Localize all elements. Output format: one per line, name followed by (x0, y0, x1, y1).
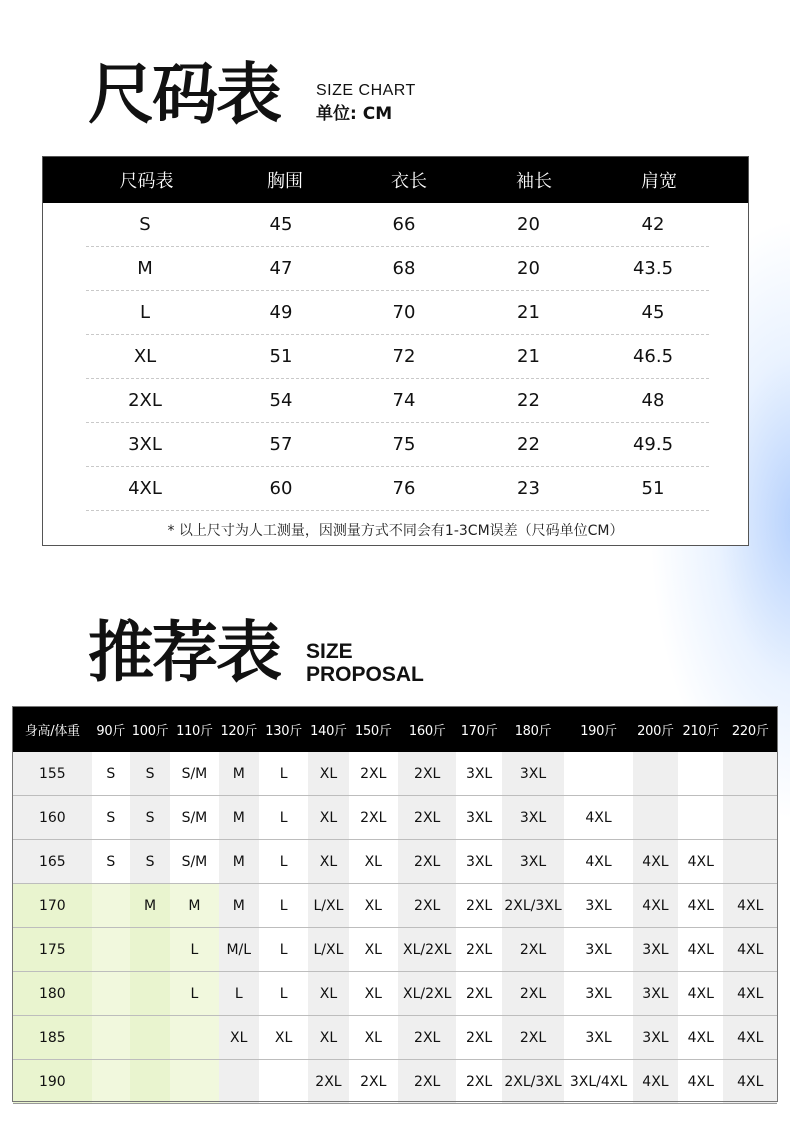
proposal-cell (723, 752, 777, 796)
size-chart-row (86, 467, 709, 511)
proposal-cell: M (219, 884, 259, 928)
size-chart-cell: 70 (392, 302, 416, 323)
size-chart-table (42, 156, 749, 546)
size-chart-header-cell: 肩宽 (641, 171, 677, 192)
proposal-header-cell: 200斤 (633, 707, 678, 752)
proposal-cell: 3XL/4XL (564, 1060, 633, 1104)
size-chart-cell: 68 (392, 258, 416, 279)
proposal-cell: S (130, 840, 170, 884)
size-chart-cell: 22 (517, 434, 540, 455)
proposal-cell (678, 796, 723, 840)
proposal-cell: 2XL (456, 1016, 501, 1060)
proposal-cell: M (219, 752, 259, 796)
proposal-header-cell: 100斤 (130, 707, 170, 752)
proposal-cell (723, 796, 777, 840)
proposal-cell: 3XL (633, 1016, 678, 1060)
proposal-header-cell: 140斤 (308, 707, 348, 752)
proposal-cell: 2XL (502, 1016, 564, 1060)
proposal-subtitle-line2: PROPOSAL (306, 663, 424, 686)
proposal-cell: 3XL (564, 928, 633, 972)
size-chart-header-cell: 尺码表 (119, 171, 174, 192)
proposal-row (13, 840, 777, 884)
proposal-cell: XL/2XL (398, 928, 456, 972)
size-chart-cell: 21 (517, 346, 540, 367)
proposal-cell: 4XL (633, 884, 678, 928)
proposal-cell: 4XL (564, 796, 633, 840)
proposal-cell: 3XL (456, 796, 501, 840)
proposal-height-cell: 190 (13, 1060, 92, 1104)
proposal-cell: 2XL (502, 928, 564, 972)
size-chart-header-cell: 胸围 (267, 171, 303, 192)
proposal-cell (170, 1060, 218, 1104)
proposal-cell: 4XL (678, 1016, 723, 1060)
proposal-cell: 4XL (723, 1016, 777, 1060)
proposal-cell: S (92, 840, 130, 884)
proposal-cell: 4XL (678, 1060, 723, 1104)
size-chart-row (86, 291, 709, 335)
proposal-cell: 3XL (564, 884, 633, 928)
proposal-cell: 4XL (678, 884, 723, 928)
size-chart-cell: M (137, 258, 153, 279)
proposal-cell (633, 796, 678, 840)
proposal-cell: S/M (170, 840, 218, 884)
proposal-cell: L (219, 972, 259, 1016)
proposal-cell: L (259, 796, 308, 840)
proposal-cell: 3XL (502, 752, 564, 796)
proposal-row (13, 928, 777, 972)
size-chart-body (86, 203, 709, 511)
proposal-header-cell: 150斤 (349, 707, 398, 752)
proposal-cell: 2XL (398, 796, 456, 840)
proposal-cell: XL (349, 928, 398, 972)
size-chart-cell: 49 (269, 302, 293, 323)
size-chart-header-cell: 袖长 (516, 171, 552, 192)
proposal-heading (88, 614, 424, 691)
size-chart-cell: S (139, 214, 151, 235)
proposal-cell: 2XL (398, 840, 456, 884)
proposal-header-cell: 110斤 (170, 707, 218, 752)
proposal-cell (723, 840, 777, 884)
size-chart-cell: 4XL (128, 478, 162, 499)
size-chart-heading (88, 56, 416, 133)
size-chart-cell: 76 (392, 478, 416, 499)
proposal-cell: M (170, 884, 218, 928)
proposal-cell (130, 972, 170, 1016)
proposal-cell: 2XL (349, 752, 398, 796)
size-chart-cell: 2XL (128, 390, 162, 411)
proposal-cell (130, 1060, 170, 1104)
size-chart-cell: 21 (517, 302, 540, 323)
proposal-cell: 2XL (456, 1060, 501, 1104)
proposal-cell (564, 752, 633, 796)
proposal-header-cell: 180斤 (502, 707, 564, 752)
proposal-cell: S (92, 752, 130, 796)
proposal-cell: 3XL (633, 972, 678, 1016)
proposal-cell (259, 1060, 308, 1104)
proposal-cell: 2XL (398, 1016, 456, 1060)
size-chart-row (86, 203, 709, 247)
proposal-cell: L/XL (308, 884, 348, 928)
proposal-header-cell: 身高/体重 (13, 707, 92, 752)
proposal-row (13, 752, 777, 796)
proposal-cell: 2XL (398, 752, 456, 796)
size-chart-cell: 72 (392, 346, 416, 367)
proposal-header-cell: 170斤 (456, 707, 501, 752)
size-chart-row (86, 379, 709, 423)
proposal-cell: 4XL (564, 840, 633, 884)
proposal-height-cell: 185 (13, 1016, 92, 1060)
proposal-cell: XL (349, 840, 398, 884)
proposal-header-cell: 160斤 (398, 707, 456, 752)
size-chart-cell: 74 (392, 390, 416, 411)
proposal-header-cell: 210斤 (678, 707, 723, 752)
proposal-cell: XL (308, 972, 348, 1016)
proposal-cell: XL (349, 972, 398, 1016)
size-chart-row (86, 423, 709, 467)
proposal-row (13, 1060, 777, 1104)
size-chart-note: * 以上尺寸为人工测量，因测量方式不同会有1-3CM误差（尺码单位CM） (167, 523, 624, 539)
size-chart-cell: 3XL (128, 434, 162, 455)
size-chart-subtitle (316, 80, 416, 126)
proposal-cell: 4XL (723, 928, 777, 972)
proposal-row (13, 1016, 777, 1060)
proposal-cell (633, 752, 678, 796)
proposal-row (13, 796, 777, 840)
proposal-cell: XL (308, 752, 348, 796)
size-chart-header-row (43, 157, 748, 203)
size-chart-cell: 54 (269, 390, 293, 411)
proposal-cell (170, 1016, 218, 1060)
proposal-cell (92, 1060, 130, 1104)
proposal-cell: XL (349, 1016, 398, 1060)
proposal-cell: 2XL (456, 928, 501, 972)
proposal-cell: 4XL (723, 884, 777, 928)
proposal-cell: 4XL (678, 840, 723, 884)
proposal-cell (92, 884, 130, 928)
proposal-title: 推荐表 (88, 614, 280, 691)
size-chart-cell: 46.5 (632, 346, 674, 367)
proposal-header-row (13, 707, 777, 752)
proposal-cell: 4XL (633, 1060, 678, 1104)
proposal-cell: 2XL/3XL (502, 1060, 564, 1104)
proposal-cell: 2XL (398, 884, 456, 928)
proposal-cell: L (259, 840, 308, 884)
proposal-cell: L (170, 928, 218, 972)
proposal-subtitle (306, 640, 424, 686)
size-chart-cell: 42 (641, 214, 665, 235)
proposal-cell: 2XL (456, 884, 501, 928)
proposal-cell (130, 928, 170, 972)
proposal-header-cell: 90斤 (92, 707, 130, 752)
size-chart-cell: 47 (269, 258, 293, 279)
size-chart-subtitle-en: SIZE CHART (316, 82, 416, 99)
proposal-table (13, 707, 777, 1104)
size-chart-cell: 75 (392, 434, 416, 455)
proposal-cell: L/XL (308, 928, 348, 972)
proposal-cell: XL (308, 1016, 348, 1060)
size-chart-cell: 22 (517, 390, 540, 411)
proposal-cell (92, 1016, 130, 1060)
proposal-cell: 3XL (502, 796, 564, 840)
proposal-row (13, 884, 777, 928)
proposal-cell (92, 972, 130, 1016)
proposal-cell: XL (349, 884, 398, 928)
size-chart-cell: 20 (517, 214, 540, 235)
proposal-cell: XL (308, 840, 348, 884)
proposal-cell: 4XL (678, 928, 723, 972)
proposal-header-cell: 220斤 (723, 707, 777, 752)
size-chart-header-cell: 衣长 (391, 171, 427, 192)
proposal-cell: XL (259, 1016, 308, 1060)
size-chart-cell: 43.5 (632, 258, 674, 279)
proposal-cell: 4XL (723, 1060, 777, 1104)
size-chart-cell: 48 (641, 390, 665, 411)
size-chart-cell: 66 (392, 214, 416, 235)
proposal-cell: 2XL (502, 972, 564, 1016)
proposal-height-cell: 170 (13, 884, 92, 928)
proposal-row (13, 972, 777, 1016)
proposal-cell: M (219, 840, 259, 884)
size-chart-row (86, 335, 709, 379)
proposal-cell: 4XL (723, 972, 777, 1016)
size-chart-title: 尺码表 (88, 56, 280, 133)
proposal-cell: L (259, 928, 308, 972)
proposal-cell: S (130, 796, 170, 840)
size-chart-cell: 20 (517, 258, 540, 279)
proposal-cell: M/L (219, 928, 259, 972)
size-chart-row (86, 247, 709, 291)
proposal-cell (130, 1016, 170, 1060)
proposal-cell: 4XL (633, 840, 678, 884)
proposal-height-cell: 180 (13, 972, 92, 1016)
proposal-cell: 3XL (564, 1016, 633, 1060)
size-chart-cell: 51 (641, 478, 665, 499)
proposal-cell: M (130, 884, 170, 928)
size-chart-cell: L (139, 302, 151, 323)
proposal-height-cell: 175 (13, 928, 92, 972)
proposal-header-cell: 130斤 (259, 707, 308, 752)
proposal-cell (219, 1060, 259, 1104)
proposal-cell: S (130, 752, 170, 796)
size-chart-cell: 45 (269, 214, 293, 235)
proposal-cell: 2XL (308, 1060, 348, 1104)
proposal-cell (92, 928, 130, 972)
proposal-cell: XL (308, 796, 348, 840)
size-chart-cell: 51 (269, 346, 293, 367)
proposal-cell: 2XL (398, 1060, 456, 1104)
proposal-cell: 2XL (349, 1060, 398, 1104)
proposal-height-cell: 165 (13, 840, 92, 884)
proposal-cell: L (259, 972, 308, 1016)
proposal-cell: 2XL (349, 796, 398, 840)
proposal-cell: XL/2XL (398, 972, 456, 1016)
proposal-cell: 2XL (456, 972, 501, 1016)
proposal-cell: 2XL/3XL (502, 884, 564, 928)
proposal-cell: M (219, 796, 259, 840)
proposal-cell: XL (219, 1016, 259, 1060)
proposal-height-cell: 155 (13, 752, 92, 796)
proposal-cell: L (170, 972, 218, 1016)
proposal-cell: S/M (170, 796, 218, 840)
proposal-cell: 3XL (502, 840, 564, 884)
proposal-cell: S/M (170, 752, 218, 796)
size-chart-cell: 57 (269, 434, 293, 455)
proposal-cell: 3XL (633, 928, 678, 972)
proposal-subtitle-line1: SIZE (306, 640, 353, 663)
proposal-cell: 4XL (678, 972, 723, 1016)
proposal-cell: L (259, 884, 308, 928)
size-chart-cell: 23 (517, 478, 540, 499)
proposal-cell: 3XL (456, 752, 501, 796)
proposal-cell (678, 752, 723, 796)
size-chart-cell: 60 (269, 478, 293, 499)
size-chart-cell: 45 (641, 302, 665, 323)
size-chart-unit: 单位: CM (316, 104, 393, 124)
proposal-cell: S (92, 796, 130, 840)
proposal-height-cell: 160 (13, 796, 92, 840)
size-chart-cell: XL (133, 346, 157, 367)
proposal-cell: 3XL (456, 840, 501, 884)
proposal-header-cell: 190斤 (564, 707, 633, 752)
proposal-header-cell: 120斤 (219, 707, 259, 752)
proposal-cell: L (259, 752, 308, 796)
size-chart-cell: 49.5 (632, 434, 674, 455)
proposal-cell: 3XL (564, 972, 633, 1016)
